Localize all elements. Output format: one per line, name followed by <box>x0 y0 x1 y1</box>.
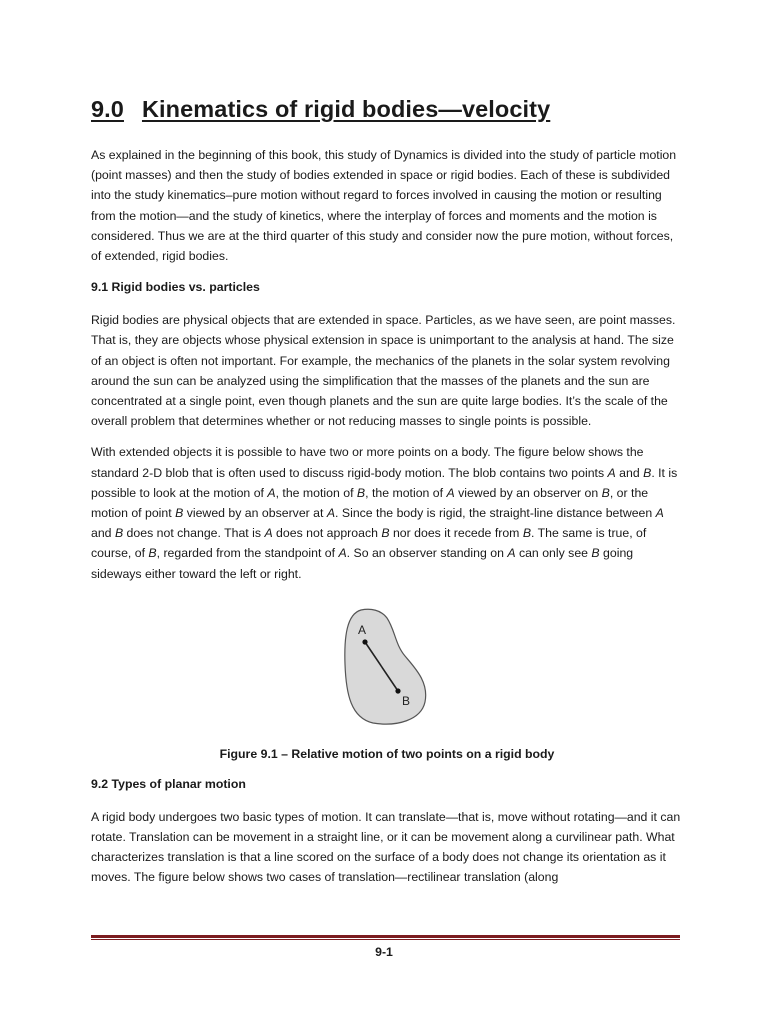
planar-motion-paragraph: A rigid body undergoes two basic types of motion. It can translate—that is, move without rotating—and it can rotate. Translation can be movement in a straight line, or it can be movement along a curvilinear path. What characterizes translation is that a line scored on the surface of a body does not change its orientation as it moves. The figure below shows two cases of translation—rectilinear translation (along <box>91 809 681 885</box>
label-a: A <box>358 622 367 637</box>
extended-objects-paragraph: With extended objects it is possible to have two or more points on a body. The figure below shows the standard 2-D blob that is often used to discuss rigid-body motion. The blob contains two points A and B. It is possible to look at the motion of A, the motion of B, the motion of A viewed by an observer on B, or the motion of point B viewed by an observer at A. Since the body is rigid, the straight-line distance between A and B does not change. That is A does not approach B nor does it recede from B. The same is true, of course, of B, regarded from the standpoint of A. So an observer standing on A can only see B going sideways either toward the left or right. <box>91 445 678 581</box>
chapter-heading <box>91 96 683 123</box>
figure-caption: Figure 9.1 – Relative motion of two points on a rigid body <box>219 746 555 761</box>
page-number: 9-1 <box>375 945 393 959</box>
point-b <box>395 688 400 693</box>
page-content <box>91 96 683 899</box>
rigid-body-figure <box>91 606 683 738</box>
section-heading-9-1: 9.1 Rigid bodies vs. particles <box>91 280 260 295</box>
intro-paragraph: As explained in the beginning of this book, this study of Dynamics is divided into the study of particle motion (point masses) and then the study of bodies extended in space or rigid bodies. Each of these is subdivided into the study kinematics–pure motion without regard to forces involved in causing the motion or resulting from the motion—and the study of kinetics, where the interplay of forces and moments and the motion is considered. Thus we are at the third quarter of this study and consider now the pure motion, without forces, of extended, rigid bodies. <box>91 148 677 264</box>
chapter-number: 9.0 <box>91 96 124 122</box>
rigid-body-blob <box>345 609 426 724</box>
footer-rule-thick <box>91 935 680 938</box>
point-a <box>362 639 367 644</box>
blob-diagram <box>343 606 429 728</box>
rigid-bodies-paragraph: Rigid bodies are physical objects that are extended in space. Particles, as we have seen, are point masses. That is, they are objects whose physical extension in space is unimportant to the analysis at hand. The size of an object is often not important. For example, the mechanics of the planets in the solar system revolving around the sun can be analyzed using the simplification that the masses of the planets and the sun are concentrated at a single point, even though planets and the sun are quite large bodies. It’s the scale of the overall problem that determines whether or not reducing masses to single points is possible. <box>91 313 676 429</box>
chapter-title: Kinematics of rigid bodies—velocity <box>141 96 551 122</box>
footer-rule-thin <box>91 939 680 940</box>
section-heading-9-2: 9.2 Types of planar motion <box>91 776 246 791</box>
footer-rule <box>91 935 680 941</box>
label-b: B <box>402 693 411 708</box>
